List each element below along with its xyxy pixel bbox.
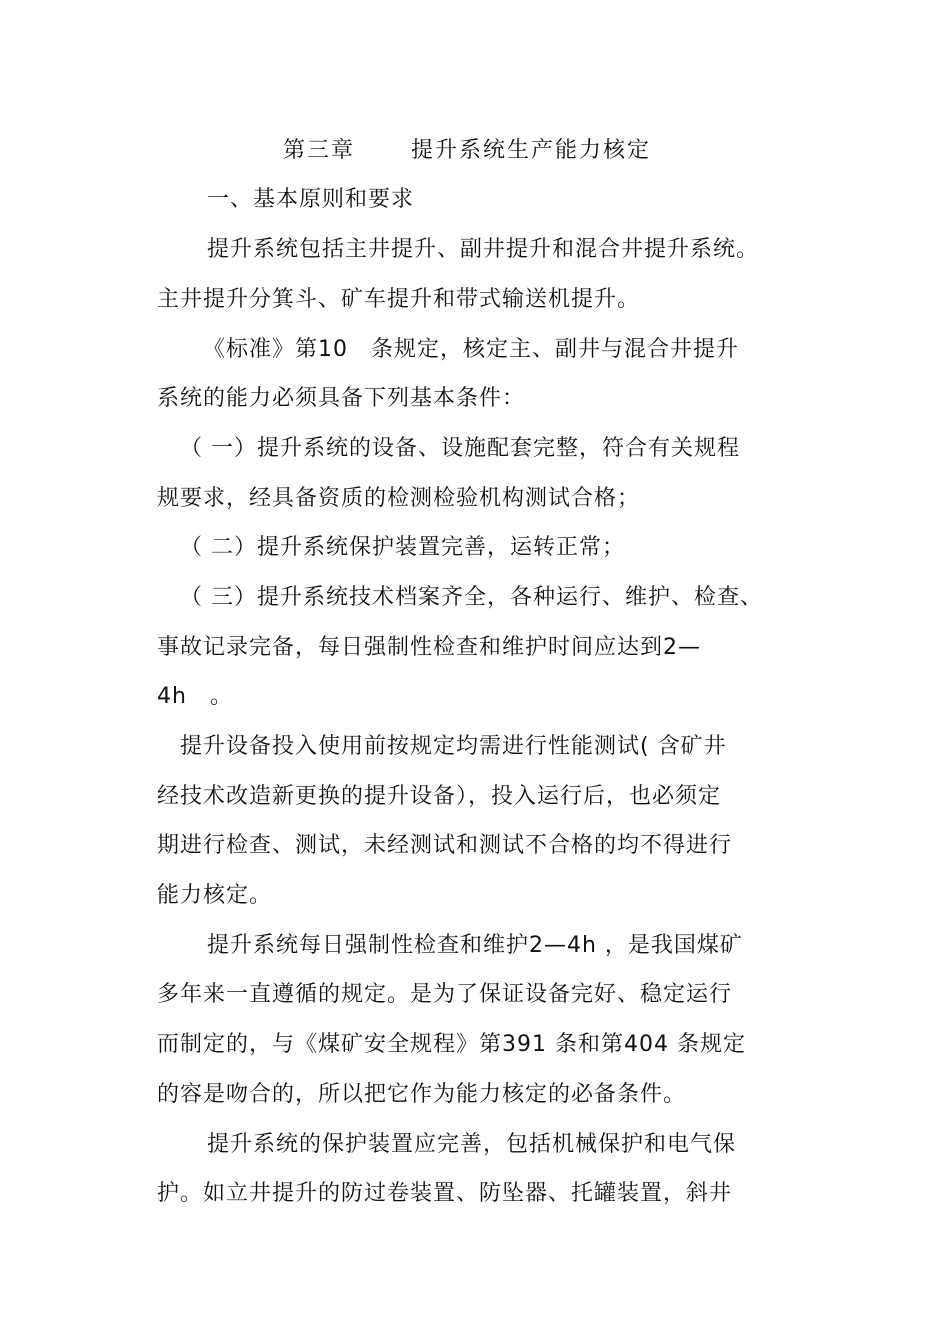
list-item-line: （ 一）提升系统的设备、设施配套完整，符合有关规程 [180, 436, 740, 461]
chapter-title [283, 136, 651, 166]
paragraph-line: 主井提升分箕斗、矿车提升和带式输送机提升。 [157, 287, 641, 312]
list-item-line: 4h 。 [157, 684, 233, 709]
chapter-name: 提升系统生产能力核定 [411, 138, 652, 163]
paragraph-line: 的容是吻合的，所以把它作为能力核定的必备条件。 [157, 1082, 687, 1107]
paragraph-line: 提升设备投入使用前按规定均需进行性能测试( 含矿井 [180, 734, 727, 759]
paragraph-line: 系统的能力必须具备下列基本条件： [157, 386, 526, 411]
chapter-number: 第三章 [283, 138, 356, 163]
paragraph-line: 而制定的，与《煤矿安全规程》第391 条和第404 条规定 [157, 1032, 746, 1057]
paragraph-line: 提升系统每日强制性检查和维护2—4h ，是我国煤矿 [207, 933, 743, 958]
list-item-line: （ 二）提升系统保护装置完善，运转正常； [180, 535, 625, 560]
paragraph-line: 能力核定。 [157, 883, 273, 908]
paragraph-line: 多年来一直遵循的规定。是为了保证设备完好、稳定运行 [157, 982, 733, 1007]
paragraph-line: 《标准》第10 条规定，核定主、副井与混合井提升 [203, 337, 739, 362]
list-item-line: 事故记录完备，每日强制性检查和维护时间应达到2— [157, 635, 701, 660]
paragraph-line: 经技术改造新更换的提升设备），投入运行后，也必须定 [157, 784, 722, 809]
paragraph-line: 提升系统的保护装置应完善，包括机械保护和电气保 [207, 1132, 737, 1157]
paragraph-line: 期进行检查、测试，未经测试和测试不合格的均不得进行 [157, 833, 733, 858]
paragraph-line: 提升系统包括主井提升、副井提升和混合井提升系统。 [207, 237, 760, 262]
paragraph-line: 护。如立井提升的防过卷装置、防坠器、托罐装置，斜井 [157, 1181, 733, 1206]
list-item-line: 规要求，经具备资质的检测检验机构测试合格； [157, 486, 641, 511]
section-heading: 一、基本原则和要求 [207, 187, 415, 212]
list-item-line: （ 三）提升系统技术档案齐全，各种运行、维护、检查、 [180, 585, 763, 610]
